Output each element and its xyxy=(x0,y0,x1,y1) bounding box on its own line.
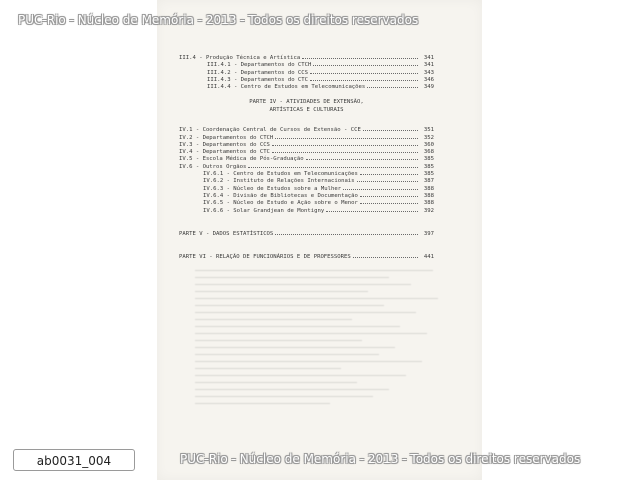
toc-entry-label: IV.6.4 - Divisão de Bibliotecas e Documentação xyxy=(203,192,358,199)
toc-entry-page: 441 xyxy=(423,254,434,261)
leader-dots xyxy=(326,207,418,212)
toc-entry xyxy=(179,199,434,206)
leader-dots xyxy=(310,69,418,74)
toc-entry xyxy=(179,54,434,61)
toc-entry-label: IV.4 - Departamentos do CTC xyxy=(179,149,270,156)
part4-heading-line1: PARTE IV - ATIVIDADES DE EXTENSÃO, xyxy=(249,99,364,106)
leader-dots xyxy=(343,185,418,190)
toc-entry-page: 387 xyxy=(423,178,434,185)
toc-entry-label: IV.6.5 - Núcleo de Estudo e Ação sobre o Menor xyxy=(203,200,358,207)
toc-entry xyxy=(179,185,434,192)
toc-entry xyxy=(179,83,434,90)
watermark-bottom: PUC-Rio - Núcleo de Memória - 2013 - Todos os direitos reservados xyxy=(180,452,581,466)
toc-section-part3 xyxy=(179,54,434,90)
toc-entry-label: III.4.1 - Departamentos do CTCH xyxy=(207,62,312,69)
toc-entry xyxy=(179,76,434,83)
toc-entry-page: 360 xyxy=(423,141,434,148)
toc-entry-page: 385 xyxy=(423,171,434,178)
toc-entry-page: 341 xyxy=(423,62,434,69)
toc-entry-label: III.4.3 - Departamentos do CTC xyxy=(207,76,309,83)
leader-dots xyxy=(306,155,418,160)
toc-entry-label: III.4 - Produção Técnica e Artística xyxy=(179,55,301,61)
toc-entry-part6 xyxy=(179,253,434,260)
toc-entry-label: IV.2 - Departamentos do CTCH xyxy=(179,134,274,141)
toc-entry xyxy=(179,61,434,68)
toc-entry-page: 368 xyxy=(423,149,434,156)
toc-entry-label: III.4.2 - Departamentos do CCS xyxy=(207,69,309,76)
leader-dots xyxy=(272,141,418,146)
toc-entry-page: 352 xyxy=(423,134,434,141)
toc-entry-label: IV.3 - Departamentos do CCS xyxy=(179,141,270,148)
toc-entry-page: 388 xyxy=(423,185,434,192)
toc-entry xyxy=(179,148,434,155)
toc-entry-label: PARTE V - DADOS ESTATÍSTICOS xyxy=(179,230,274,237)
toc-entry-page: 343 xyxy=(423,69,434,76)
toc-section-part4 xyxy=(179,126,434,214)
toc-entry xyxy=(179,141,434,148)
bleed-through-text xyxy=(195,270,465,440)
toc-entry xyxy=(179,192,434,199)
watermark-top: PUC-Rio - Núcleo de Memória - 2013 - Todos os direitos reservados xyxy=(18,13,419,27)
toc-entry xyxy=(179,207,434,214)
toc-entry-part5 xyxy=(179,230,434,237)
toc-entry xyxy=(179,134,434,141)
leader-dots xyxy=(357,177,418,182)
toc-entry xyxy=(179,170,434,177)
toc-entry-page: 349 xyxy=(423,84,434,91)
toc-entry xyxy=(179,126,434,133)
toc-entry-page: 397 xyxy=(423,230,434,237)
toc-entry-page: 388 xyxy=(423,200,434,207)
part4-heading-line2: ARTÍSTICAS E CULTURAIS xyxy=(269,106,344,113)
toc-entry-page: 341 xyxy=(423,55,434,61)
table-of-contents xyxy=(179,54,434,260)
image-id-label: ab0031_004 xyxy=(13,449,135,471)
toc-entry-page: 346 xyxy=(423,76,434,83)
toc-entry-page: 385 xyxy=(423,156,434,163)
leader-dots xyxy=(353,253,418,258)
toc-entry-page: 351 xyxy=(423,127,434,134)
toc-entry-label: III.4.4 - Centro de Estudos em Telecomunicações xyxy=(207,84,366,91)
toc-entry-label: IV.6.1 - Centro de Estudos em Telecomunicações xyxy=(203,171,358,178)
leader-dots xyxy=(360,199,418,204)
toc-entry-label: PARTE VI - RELAÇÃO DE FUNCIONÁRIOS E DE PROFESSORES xyxy=(179,254,351,261)
leader-dots xyxy=(248,163,418,168)
leader-dots xyxy=(302,54,418,59)
toc-entry-label: IV.6.6 - Solar Grandjean de Montigny xyxy=(203,207,325,214)
toc-entry-page: 392 xyxy=(423,207,434,214)
toc-entry-label: IV.6 - Outros Orgãos xyxy=(179,163,247,170)
toc-entry xyxy=(179,177,434,184)
leader-dots xyxy=(313,61,418,66)
toc-entry-label: IV.6.2 - Instituto de Relações Internacionais xyxy=(203,178,355,185)
leader-dots xyxy=(360,170,418,175)
toc-entry-label: IV.6.3 - Núcleo de Estudos sobre a Mulher xyxy=(203,185,342,192)
toc-entry xyxy=(179,155,434,162)
leader-dots xyxy=(272,148,418,153)
toc-entry-label: IV.5 - Escola Médica de Pós-Graduação xyxy=(179,156,304,163)
leader-dots xyxy=(367,83,418,88)
leader-dots xyxy=(360,192,418,197)
leader-dots xyxy=(275,230,418,235)
leader-dots xyxy=(310,76,418,81)
toc-entry-page: 388 xyxy=(423,192,434,199)
toc-entry xyxy=(179,69,434,76)
toc-entry-page: 385 xyxy=(423,163,434,170)
toc-entry-label: IV.1 - Coordenação Central de Cursos de Extensão - CCE xyxy=(179,127,361,134)
leader-dots xyxy=(275,134,418,139)
leader-dots xyxy=(363,126,418,131)
toc-entry xyxy=(179,163,434,170)
